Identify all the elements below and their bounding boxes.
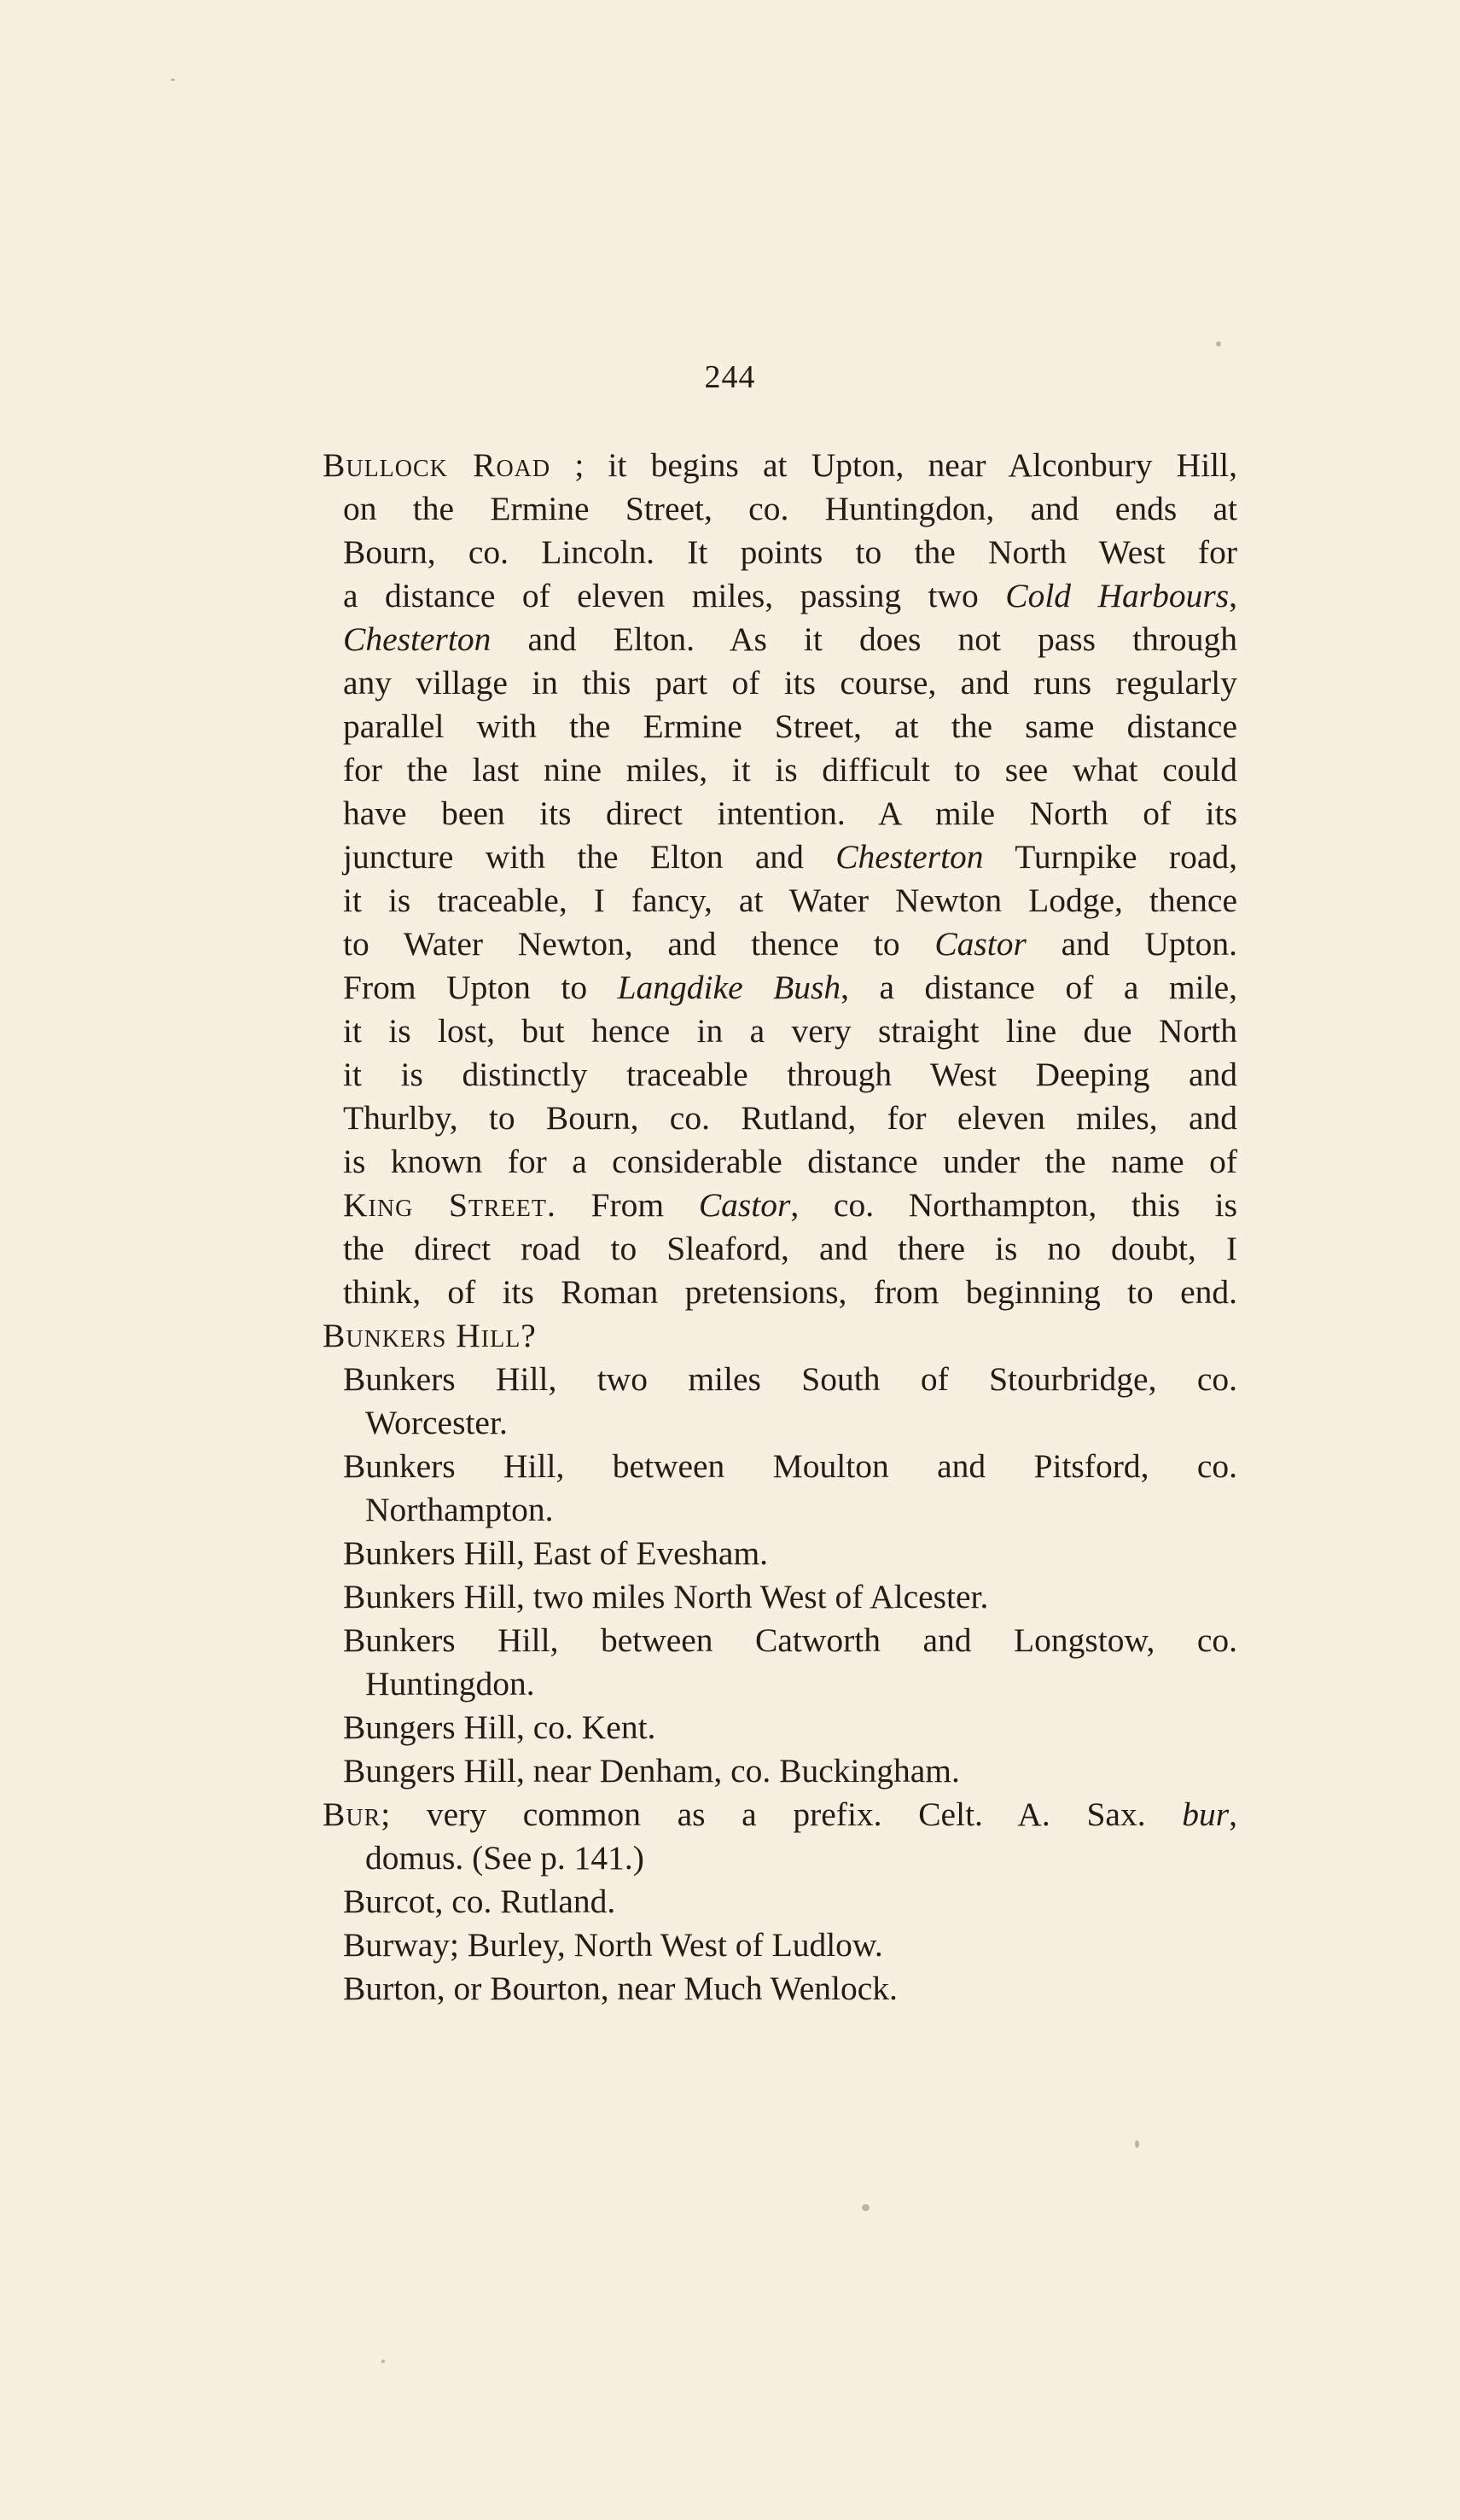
paper-speck [1135,2140,1139,2148]
italic-term: Cold Harbours [1005,577,1230,614]
entry-text: From Upton to [343,969,618,1006]
place-name: Burway; Burley, North West of Ludlow. [343,1926,883,1964]
entry-text: From [555,1186,699,1224]
entry-text: Turnpike road, [983,838,1237,876]
entry-line: it is traceable, I fancy, at Water Newton Lodge, thence [343,882,1237,919]
glossary-text [323,444,1237,2011]
entry-line: Bourn, co. Lincoln. It points to the North West for [343,533,1237,571]
entry-text: ; it begins at Upton, near Alconbury Hill, [550,446,1237,484]
entry-headword: Bunkers Hill [323,1317,521,1354]
italic-term: Castor [934,925,1027,963]
entry-line: it is lost, but hence in a very straight line due North [343,1012,1237,1050]
entry-line: any village in this part of its course, and runs regularly [343,664,1237,701]
entry-line: the direct road to Sleaford, and there is no doubt, I [343,1230,1237,1267]
paper-speck [862,2204,870,2211]
entry-line [323,1793,1237,1836]
entry-line: for the last nine miles, it is difficult to see what could [343,751,1237,789]
entry-text: , co. Northampton, this is [790,1186,1237,1224]
entry-headword: Bullock Road [323,446,551,484]
entry-text: and Elton. As it does not pass through [491,620,1237,658]
place-name: Bunkers Hill, two miles South of Stourbridge, co. [343,1360,1237,1398]
italic-term: bur [1182,1795,1230,1833]
place-name: Bunkers Hill, between Catworth and Longstow, co. [343,1621,1237,1659]
place-name: Bungers Hill, co. Kent. [343,1708,656,1746]
entry-line: think, of its Roman pretensions, from beginning to end. [343,1273,1237,1311]
place-name: Burcot, co. Rutland. [343,1883,616,1920]
place-name: Burton, or Bourton, near Much Wenlock. [343,1970,898,2007]
entry-line [323,1184,1237,1227]
entry-line: domus. (See p. 141.) [365,1839,644,1877]
paper-speck [381,2360,385,2363]
entry-line: on the Ermine Street, co. Huntingdon, and ends at [343,490,1237,527]
place-name: Bunkers Hill, between Moulton and Pitsford, co. [343,1447,1237,1485]
entry-line [323,966,1237,1010]
place-name: Bunkers Hill, East of Evesham. [343,1534,769,1572]
entry-headword: King Street. [343,1186,556,1224]
entry-text: to Water Newton, and thence to [343,925,935,963]
entry-line [323,618,1237,661]
italic-term: Langdike Bush [617,969,841,1006]
entry-line [323,574,1237,618]
place-county: Worcester. [365,1404,508,1441]
entry-line [323,444,1237,487]
italic-term: Chesterton [343,620,492,658]
entry-line [323,835,1237,879]
entry-text: , a distance of a mile, [841,969,1237,1006]
entry-text: and Upton. [1026,925,1237,963]
entry-line: is known for a considerable distance under the name of [343,1143,1237,1180]
italic-term: Chesterton [835,838,984,876]
entry-line: parallel with the Ermine Street, at the same distance [343,707,1237,745]
entry-headword: Bur [323,1795,381,1833]
place-name: Bungers Hill, near Denham, co. Buckingham. [343,1752,960,1790]
entry-line: have been its direct intention. A mile North of its [343,794,1237,832]
entry-text: , [1229,1795,1237,1833]
entry-text: , [1229,577,1237,614]
place-name: Bunkers Hill, two miles North West of Alcester. [343,1578,989,1615]
page-number: 244 [704,359,756,395]
entry-line: Thurlby, to Bourn, co. Rutland, for eleven miles, and [343,1099,1237,1137]
place-county: Huntingdon. [365,1665,535,1702]
entry-text: ? [521,1317,536,1354]
entry-line: it is distinctly traceable through West Deeping and [343,1056,1237,1093]
italic-term: Castor [698,1186,791,1224]
entry-text: a distance of eleven miles, passing two [343,577,1006,614]
paper-speck [171,79,175,81]
entry-text: ; very common as a prefix. Celt. A. Sax. [381,1795,1183,1833]
entry-line [323,1314,1237,1358]
place-county: Northampton. [365,1491,554,1528]
paper-speck [1216,341,1221,346]
entry-text: juncture with the Elton and [343,838,836,876]
entry-line [323,922,1237,966]
